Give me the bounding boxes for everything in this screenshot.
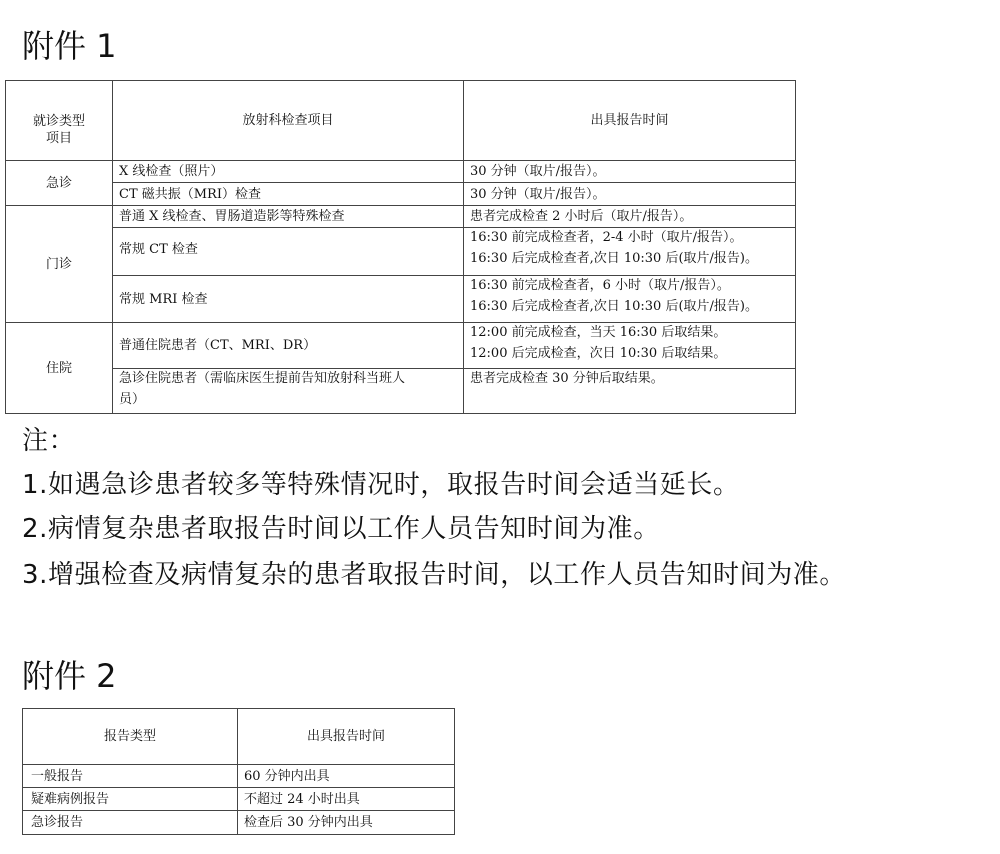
exam-item-line1: 急诊住院患者（需临床医生提前告知放射科当班人	[119, 371, 406, 386]
table-row	[6, 161, 796, 183]
exam-item: CT 磁共振（MRI）检查	[113, 183, 464, 206]
table-row	[23, 765, 455, 788]
exam-item: 普通住院患者（CT、MRI、DR）	[113, 323, 464, 369]
report-time: 患者完成检查 30 分钟后取结果。	[464, 369, 796, 414]
header-report-type: 报告类型	[23, 709, 238, 765]
table-row	[6, 206, 796, 228]
report-time: 30 分钟（取片/报告）。	[464, 161, 796, 183]
note-item-3: 3.增强检查及病情复杂的患者取报告时间，以工作人员告知时间为准。	[22, 560, 847, 590]
report-time: 检查后 30 分钟内出具	[238, 811, 455, 835]
exam-item: 普通 X 线检查、胃肠道造影等特殊检查	[113, 206, 464, 228]
header-visit-type-line2: 项目	[45, 130, 72, 146]
exam-item: 常规 CT 检查	[113, 228, 464, 276]
header-exam-item: 放射科检查项目	[113, 81, 464, 161]
report-time-line1: 16:30 前完成检查者，6 小时（取片/报告）。	[470, 278, 730, 293]
report-time	[464, 323, 796, 369]
header-report-time: 出具报告时间	[464, 81, 796, 161]
category-inpatient: 住院	[6, 323, 113, 414]
attachment1-heading: 附件 1	[22, 27, 117, 65]
table-row	[23, 788, 455, 811]
report-type-time-table	[22, 708, 455, 835]
report-type: 一般报告	[23, 765, 238, 788]
report-time-line2: 16:30 后完成检查者,次日 10:30 后(取片/报告)。	[470, 299, 758, 314]
report-time	[464, 228, 796, 276]
report-time-line2: 12:00 后完成检查，次日 10:30 后取结果。	[470, 346, 727, 361]
table-header-row	[23, 709, 455, 765]
category-outpatient: 门诊	[6, 206, 113, 323]
report-type: 疑难病例报告	[23, 788, 238, 811]
table-row	[6, 323, 796, 369]
note-item-1: 1.如遇急诊患者较多等特殊情况时，取报告时间会适当延长。	[22, 470, 740, 500]
note-item-2: 2.病情复杂患者取报告时间以工作人员告知时间为准。	[22, 514, 660, 544]
report-time-line2: 16:30 后完成检查者,次日 10:30 后(取片/报告)。	[470, 251, 758, 266]
report-time-line1: 16:30 前完成检查者，2-4 小时（取片/报告）。	[470, 230, 743, 245]
header-visit-type	[6, 81, 113, 161]
notes-title: 注：	[22, 426, 76, 456]
report-time: 不超过 24 小时出具	[238, 788, 455, 811]
table-row	[6, 276, 796, 323]
report-time: 30 分钟（取片/报告）。	[464, 183, 796, 206]
exam-item: 常规 MRI 检查	[113, 276, 464, 323]
exam-item	[113, 369, 464, 414]
header-visit-type-line1: 就诊类型	[32, 113, 85, 129]
report-type: 急诊报告	[23, 811, 238, 835]
exam-item-line2: 员）	[119, 392, 146, 407]
table-row	[6, 369, 796, 414]
report-time	[464, 276, 796, 323]
report-time: 60 分钟内出具	[238, 765, 455, 788]
table-header-row	[6, 81, 796, 161]
exam-item: X 线检查（照片）	[113, 161, 464, 183]
radiology-report-time-table	[5, 80, 796, 414]
header-report-time: 出具报告时间	[238, 709, 455, 765]
table-row	[6, 183, 796, 206]
report-time-line1: 12:00 前完成检查，当天 16:30 后取结果。	[470, 325, 727, 340]
attachment2-heading: 附件 2	[22, 657, 117, 695]
table-row	[6, 228, 796, 276]
table-row	[23, 811, 455, 835]
report-time: 患者完成检查 2 小时后（取片/报告）。	[464, 206, 796, 228]
category-emergency: 急诊	[6, 161, 113, 206]
